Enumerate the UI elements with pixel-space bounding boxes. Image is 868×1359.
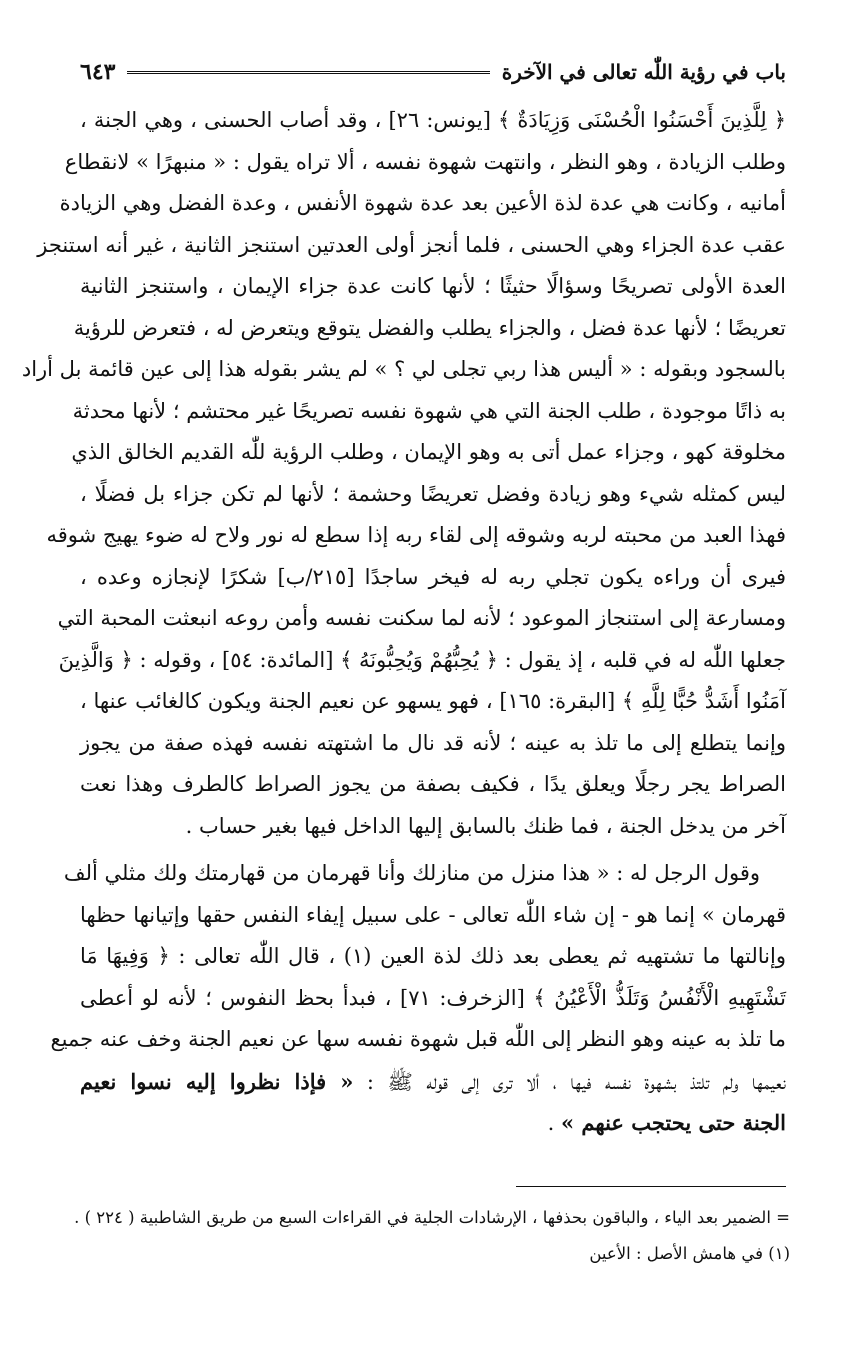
text-line: تَشْتَهِيهِ الْأَنْفُسُ وَتَلَذُّ الْأَعْيُنُ ﴾ [الزخرف: ٧١] ، فبدأ بحظ النفوس ؛ لأنه لو أعطى bbox=[80, 985, 786, 1010]
text-line: جعلها اللّٰه له في قلبه ، إذ يقول : ﴿ يُحِبُّهُمْ وَيُحِبُّونَهُ ﴾ [المائدة: ٥٤] ، وقوله : ﴿ وَالَّذِينَ bbox=[58, 647, 786, 672]
hadith-quote-bold: « فإذا نظروا إليه نسوا نعيم bbox=[80, 1068, 354, 1094]
text-line: عقب عدة الجزاء وهي الحسنى ، فلما أنجز أولى العدتين استنجز الثانية ، غير أنه استنجز bbox=[37, 232, 786, 257]
text-line: نعيمها ولم تلتذ بشهوة نفسه فيها ، ألا ترى إلى قوله ﷺ : « فإذا نظروا إليه نسوا نعيم bbox=[80, 1068, 786, 1094]
text-line: وطلب الزيادة ، وهو النظر ، وانتهت شهوة نفسه ، ألا تراه يقول : « منبهرًا » لانقطاع bbox=[64, 149, 786, 174]
hadith-quote-bold: الجنة حتى يحتجب عنهم » bbox=[560, 1110, 786, 1135]
header-rule bbox=[127, 71, 489, 74]
text-tail: . bbox=[547, 1111, 561, 1135]
text-line: قهرمان » إنما هو - إن شاء اللّٰه تعالى - على سبيل إيفاء النفس حقها وإتيانها حظها bbox=[80, 902, 786, 927]
text-line: ﴿ لِلَّذِينَ أَحْسَنُوا الْحُسْنَى وَزِيَادَةٌ ﴾ [يونس: ٢٦] ، وقد أصاب الحسنى ، وهي الجنة ، bbox=[80, 108, 786, 132]
text-line: ومسارعة إلى استنجاز الموعود ؛ لأنه لما سكنت نفسه وأمن روعه انبعثت المحبة التي bbox=[57, 606, 786, 630]
text-line: فهذا العبد من محبته لربه وشوقه إلى لقاء ربه إذا سطع له نور ولاح له ضوء يهيج شوقه bbox=[46, 523, 786, 547]
running-header bbox=[80, 54, 786, 90]
footnotes bbox=[74, 1200, 790, 1272]
text-line: ما تلذ به عينه وهو النظر إلى اللّٰه قبل شهوة نفسه سها عن نعيم الجنة وخف عنه جميع bbox=[50, 1027, 786, 1051]
text-line: وإنالتها ما تشتهيه ثم يعطى بعد ذلك لذة العين (١) ، قال اللّٰه تعالى : ﴿ وَفِيهَا مَا bbox=[80, 944, 786, 968]
text-line: العدة الأولى تصريحًا وسؤالًا حثيثًا ؛ لأنها كانت عدة جزاء الإيمان ، واستنجز الثانية bbox=[80, 274, 786, 298]
text-line: آمَنُوا أَشَدُّ حُبًّا لِلَّهِ ﴾ [البقرة: ١٦٥] ، فهو يسهو عن نعيم الجنة ويكون كالغائب عنها ، bbox=[80, 689, 787, 713]
text-line: الصراط يجر رجلًا ويعلق يدًا ، فكيف بصفة من يجوز الصراط كالطرف وهذا نعت bbox=[80, 772, 786, 796]
text-line: مخلوقة كهو ، وجزاء عمل أتى به وهو الإيمان ، وطلب الرؤية للّٰه القديم الخالق الذي bbox=[71, 440, 786, 464]
main-text bbox=[21, 100, 787, 1144]
footnote-1: (١) في هامش الأصل : الأعين bbox=[589, 1244, 790, 1263]
text-line: تعريضًا ؛ لأنها عدة فضل ، والجزاء يطلب والفضل يتوقع ويتعرض له ، فتعرض للرؤية bbox=[73, 315, 786, 340]
footnote-continuation: = الضمير بعد الياء ، والباقون بحذفها ، الإرشادات الجلية في القراءات السبع من طريق الشاطبية ( ٢٢٤ ) . bbox=[74, 1208, 790, 1227]
text-line: وإنما يتطلع إلى ما تلذ به عينه ؛ لأنه قد نال ما اشتهته نفسه فهذه صفة من يجوز bbox=[80, 730, 786, 755]
footnote-rule bbox=[516, 1186, 786, 1187]
text-line: وقول الرجل له : « هذا منزل من منازلك وأنا قهرمان من قهارمتك ولك مثلي ألف bbox=[63, 861, 760, 885]
text-line: أمانيه ، وكانت هي عدة لذة الأعين بعد عدة شهوة الأنفس ، وعدة الفضل وهي الزيادة bbox=[59, 191, 786, 215]
text-line: به ذاتًا موجودة ، طلب الجنة التي هي شهوة نفسه تصريحًا غير محتشم ؛ لأنها محدثة bbox=[72, 398, 786, 423]
chapter-title: باب في رؤية اللّٰه تعالى في الآخرة bbox=[501, 60, 786, 84]
text-line: فيرى أن وراءه يكون تجلي ربه له فيخر ساجدًا [٢١٥/ب] شكرًا لإنجازه وعده ، bbox=[80, 564, 787, 589]
text-line bbox=[80, 1102, 786, 1144]
page-number: ٦٤٣ bbox=[80, 59, 116, 85]
paragraph-2 bbox=[50, 853, 786, 1102]
paragraph-1 bbox=[21, 100, 787, 847]
text-line: ليس كمثله شيء وهو زيادة وفضل تعريضًا وحشمة ؛ لأنها لم تكن جزاء بل فضلًا ، bbox=[80, 481, 786, 506]
text-line: آخر من يدخل الجنة ، فما ظنك بالسابق إليها الداخل فيها بغير حساب . bbox=[185, 813, 786, 838]
text-line: بالسجود وبقوله : « أليس هذا ربي تجلى لي ؟ » لم يشر بقوله هذا إلى عين قائمة بل أراد bbox=[21, 357, 786, 381]
